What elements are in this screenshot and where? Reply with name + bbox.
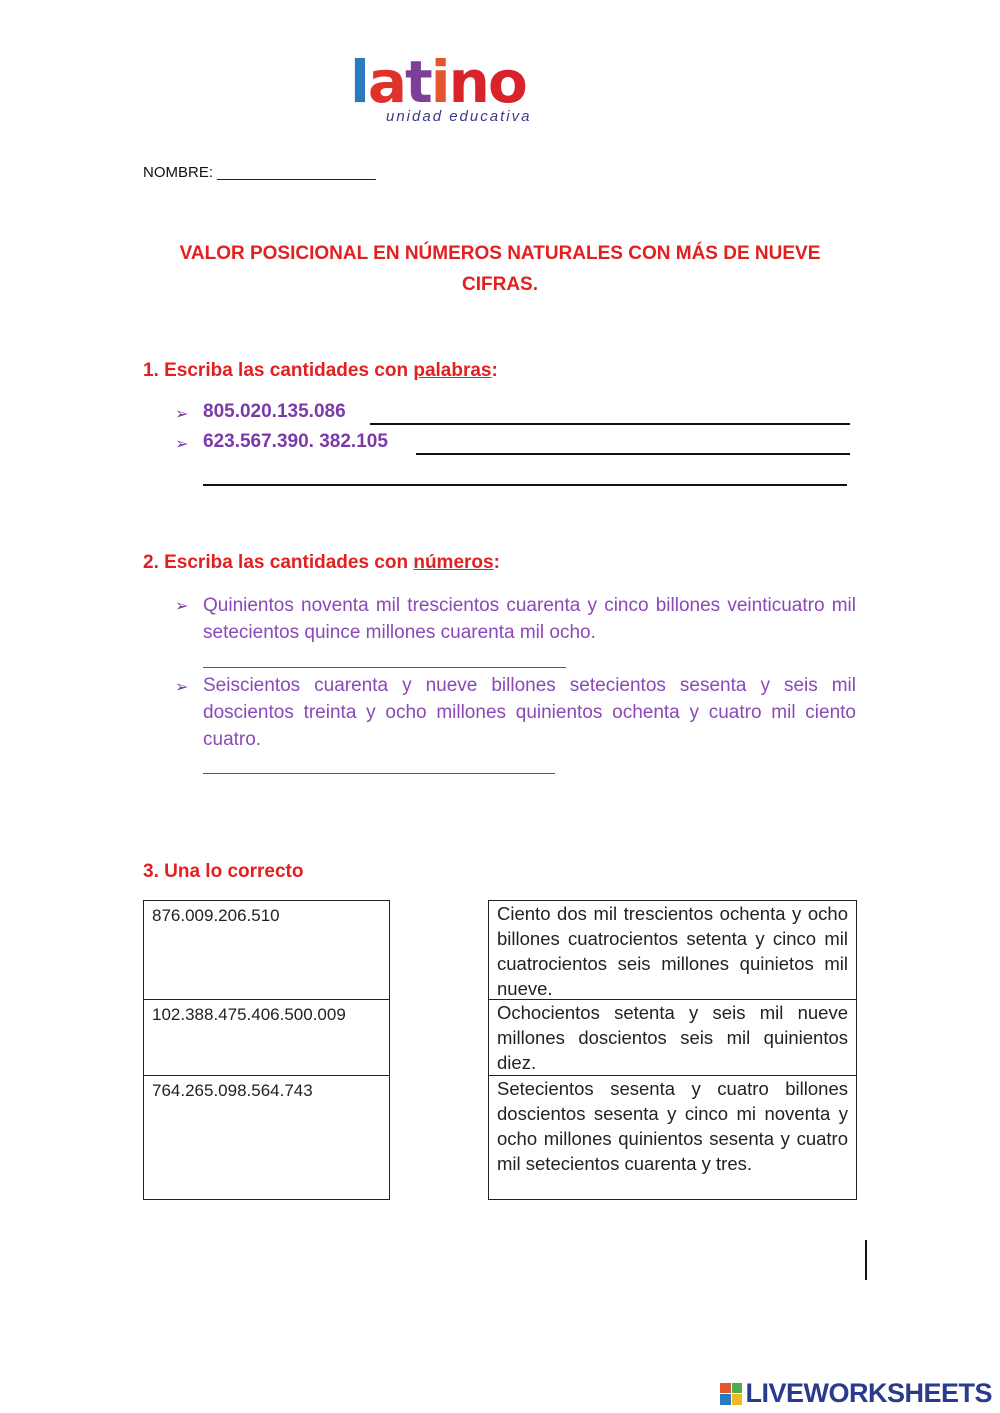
worksheet-title: VALOR POSICIONAL EN NÚMEROS NATURALES CON MÁS DE NUEVE CIFRAS. [179, 243, 821, 295]
match-right-3[interactable]: Setecientos sesenta y cuatro billones doscientos sesenta y cinco mi noventa y ocho millones quinientos sesenta y cuatro mil setecientos cuarenta y tres. [488, 1075, 857, 1200]
arrow-bullet-icon: ➢ [175, 436, 189, 453]
text-cursor [865, 1240, 867, 1280]
match-left-3[interactable]: 764.265.098.564.743 [143, 1075, 390, 1200]
section-2-heading: 2. Escriba las cantidades con números: [143, 552, 500, 573]
answer-line-3[interactable] [203, 484, 847, 486]
words-item-1: Quinientos noventa mil trescientos cuarenta y cinco billones veinticuatro mil setecientos quince millones cuarenta mil ocho. [203, 595, 856, 643]
words-item-2: Seiscientos cuarenta y nueve billones setecientos sesenta y seis mil doscientos treinta y ocho millones quinientos ochenta y cuatro mil ciento cuatro. [203, 675, 856, 750]
match-right-1[interactable]: Ciento dos mil trescientos ochenta y ocho billones cuatrocientos setenta y cinco mil cuatrocientos seis millones quinietos mil nueve. [488, 900, 857, 1000]
school-logo [350, 48, 600, 132]
match-left-1[interactable]: 876.009.206.510 [143, 900, 390, 1000]
brand-icon [720, 1383, 742, 1405]
match-right-2[interactable]: Ochocientos setenta y seis mil nueve millones doscientos seis mil quinientos diez. [488, 999, 857, 1076]
answer-line-5[interactable] [203, 773, 555, 774]
number-item-2: 623.567.390. 382.105 [203, 431, 388, 452]
liveworksheets-brand: LIVEWORKSHEETS [720, 1378, 992, 1409]
arrow-bullet-icon: ➢ [175, 679, 189, 696]
arrow-bullet-icon: ➢ [175, 598, 189, 615]
logo-wordmark: latino [350, 48, 526, 116]
answer-line-4[interactable] [203, 667, 566, 668]
logo-subtitle: unidad educativa [386, 108, 532, 125]
section-1-heading: 1. Escriba las cantidades con palabras: [143, 360, 498, 381]
arrow-bullet-icon: ➢ [175, 406, 189, 423]
answer-line-2[interactable] [416, 453, 850, 455]
section-3-heading: 3. Una lo correcto [143, 861, 304, 882]
answer-line-1[interactable] [370, 423, 850, 425]
match-left-2[interactable]: 102.388.475.406.500.009 [143, 999, 390, 1076]
name-field-label: NOMBRE: ___________________ [143, 164, 376, 181]
number-item-1: 805.020.135.086 [203, 401, 346, 422]
